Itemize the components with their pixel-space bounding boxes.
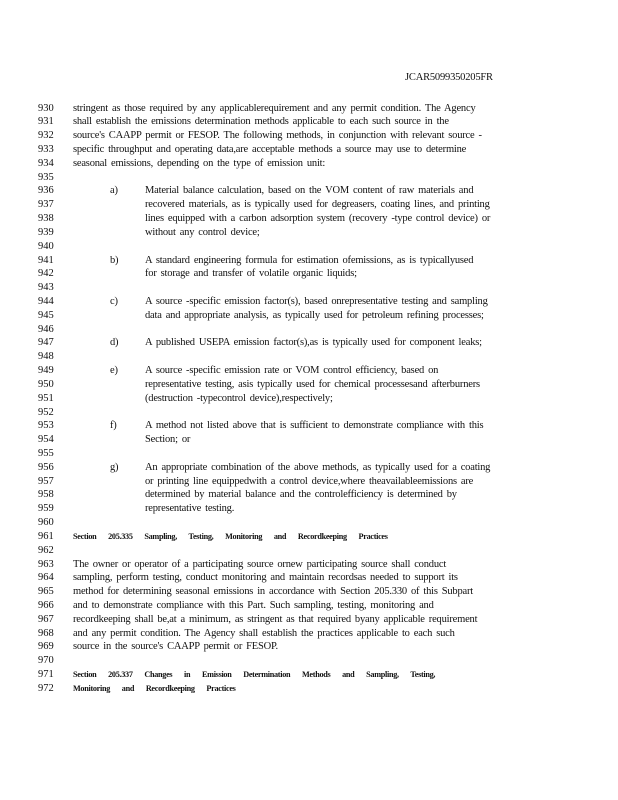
document-id: JCAR5099350205FR (405, 72, 493, 83)
list-item-text: A source -specific emission factor(s), based onrepresentative testing and sampling (145, 295, 488, 307)
body-text-line: seasonal emissions, depending on the type of emission unit: (73, 157, 326, 169)
list-item-label: f) (110, 420, 117, 432)
list-item-text: Material balance calculation, based on the VOM content of raw materials and (145, 185, 474, 197)
list-item-text: Section; or (145, 434, 191, 446)
line-number: 971 (38, 669, 54, 681)
list-item-label: d) (110, 337, 119, 349)
list-item-text: representative testing, asis typically used for chemical processesand afterburners (145, 378, 480, 390)
list-item-text: (destruction -typecontrol device),respectively; (145, 392, 333, 404)
line-number: 959 (38, 503, 54, 515)
line-number: 939 (38, 226, 54, 238)
body-text-line: specific throughput and operating data,are acceptable methods a source may use to determine (73, 143, 467, 155)
line-number: 934 (38, 157, 54, 169)
body-text-line: recordkeeping shall be,at a minimum, as stringent as that required byany applicable requirement (73, 613, 478, 625)
list-item-label: a) (110, 185, 118, 197)
line-number: 942 (38, 268, 54, 280)
list-item-text: lines equipped with a carbon adsorption system (recovery -type control device) or (145, 213, 491, 225)
line-number: 938 (38, 213, 54, 225)
list-item-text: A published USEPA emission factor(s),as is typically used for component leaks; (145, 337, 482, 349)
line-number: 940 (38, 240, 54, 252)
line-number: 965 (38, 586, 54, 598)
line-number: 968 (38, 627, 54, 639)
list-item-text: A method not listed above that is sufficient to demonstrate compliance with this (145, 420, 484, 432)
line-number: 949 (38, 365, 54, 377)
line-number: 948 (38, 351, 54, 363)
list-item-label: g) (110, 461, 119, 473)
list-item-text: recovered materials, as is typically used for degreasers, coating lines, and printing (145, 199, 490, 211)
list-item-text: without any control device; (145, 226, 260, 238)
body-text-line: sampling, perform testing, conduct monitoring and maintain recordsas needed to support its (73, 572, 458, 584)
body-text-line: and any permit condition. The Agency shall establish the practices applicable to each such (73, 627, 455, 639)
line-number: 952 (38, 406, 54, 418)
list-item-text: data and appropriate analysis, as typically used for petroleum refining processes; (145, 309, 484, 321)
list-item-text: determined by material balance and the controlefficiency is determined by (145, 489, 457, 501)
line-number: 933 (38, 143, 54, 155)
line-number: 950 (38, 378, 54, 390)
body-text-line: source's CAAPP permit or FESOP. The following methods, in conjunction with relevant source - (73, 130, 482, 142)
line-number: 970 (38, 655, 54, 667)
line-number: 930 (38, 102, 54, 114)
line-number: 972 (38, 682, 54, 694)
line-number: 953 (38, 420, 54, 432)
line-number: 954 (38, 434, 54, 446)
line-number: 936 (38, 185, 54, 197)
list-item-text: A standard engineering formula for estimation ofemissions, as is typicallyused (145, 254, 474, 266)
line-number: 935 (38, 171, 54, 183)
line-number: 943 (38, 282, 54, 294)
line-number: 955 (38, 448, 54, 459)
line-number: 944 (38, 295, 54, 307)
section-heading: Section 205.337 Changes in Emission Determination Methods and Sampling, Testing, (73, 670, 436, 680)
body-text-line: source in the source's CAAPP permit or FESOP. (73, 641, 278, 653)
line-number: 937 (38, 199, 54, 211)
list-item-label: c) (110, 295, 118, 307)
list-item-text: for storage and transfer of volatile organic liquids; (145, 268, 357, 280)
line-number: 946 (38, 323, 54, 335)
section-heading: Section 205.335 Sampling, Testing, Monitoring and Recordkeeping Practices (73, 531, 388, 541)
line-number: 932 (38, 130, 54, 142)
list-item-text: A source -specific emission rate or VOM control efficiency, based on (145, 365, 439, 377)
line-number: 951 (38, 392, 54, 404)
line-number: 931 (38, 116, 54, 128)
body-text-line: method for determining seasonal emissions in accordance with Section 205.330 of this Subpart (73, 586, 474, 598)
line-number: 969 (38, 641, 54, 653)
body-text-line: and to demonstrate compliance with this Part. Such sampling, testing, monitoring and (73, 600, 434, 612)
list-item-text: or printing line equippedwith a control device,where theavailableemissions are (145, 475, 474, 487)
line-number: 961 (38, 530, 54, 542)
line-number: 967 (38, 613, 54, 625)
line-number: 963 (38, 558, 54, 570)
body-text-line: shall establish the emissions determination methods applicable to each such source in the (73, 116, 449, 128)
list-item-label: e) (110, 365, 118, 377)
section-heading: Monitoring and Recordkeeping Practices (73, 683, 236, 693)
body-text-line: The owner or operator of a participating source ornew participating source shall conduct (73, 558, 447, 570)
list-item-text: An appropriate combination of the above methods, as typically used for a coating (145, 461, 491, 473)
list-item-text: representative testing. (145, 503, 235, 515)
list-item-label: b) (110, 254, 119, 266)
line-number: 945 (38, 309, 54, 321)
line-number: 958 (38, 489, 54, 501)
body-text-line: stringent as those required by any applicablerequirement and any permit condition. The Agency (73, 102, 476, 114)
line-number: 947 (38, 337, 54, 349)
line-number: 964 (38, 572, 54, 584)
line-number: 941 (38, 254, 54, 266)
line-number: 960 (38, 517, 54, 529)
line-number: 962 (38, 544, 54, 556)
line-number: 957 (38, 475, 54, 487)
line-number: 966 (38, 600, 54, 612)
line-number: 956 (38, 461, 54, 473)
